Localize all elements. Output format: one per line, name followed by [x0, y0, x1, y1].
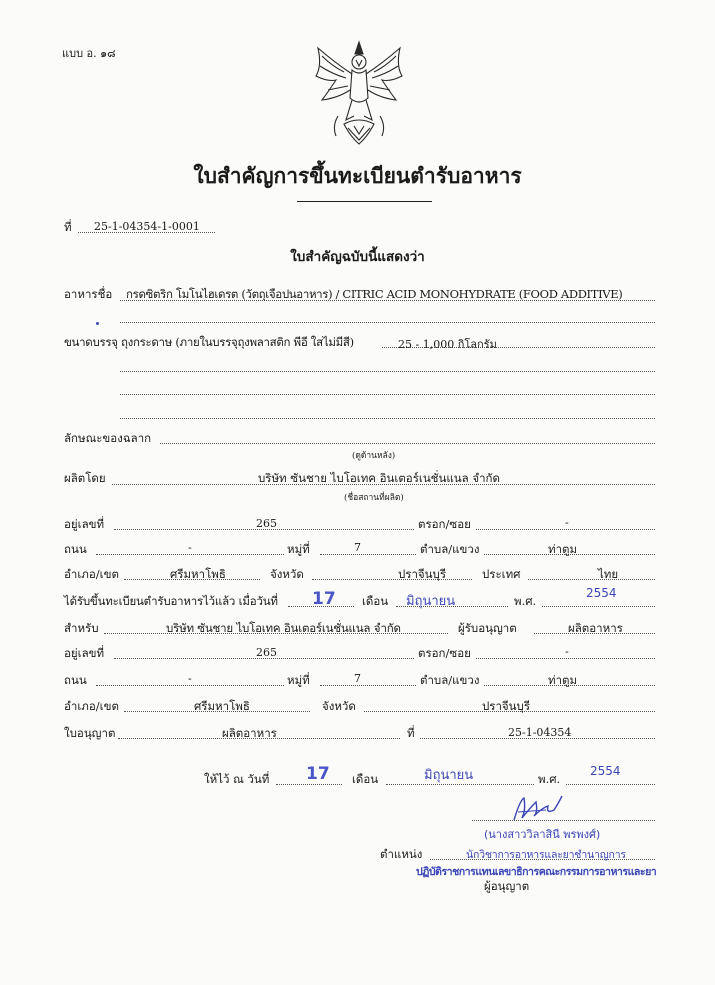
reg-no-label: ที่: [64, 220, 72, 234]
producer-note: (ชื่อสถานที่ผลิต): [344, 493, 404, 503]
dotted-line: [96, 554, 284, 555]
addr1-alley-label: ตรอก/ซอย: [418, 517, 471, 531]
reg-date-year: 2554: [586, 586, 617, 600]
addr2-tambon: ท่าตูม: [548, 673, 578, 687]
addr2-province-label: จังหวัด: [322, 699, 356, 713]
issue-year: 2554: [590, 764, 621, 778]
issue-month-label: เดือน: [352, 772, 379, 786]
addr1-province-label: จังหวัด: [270, 567, 304, 581]
addr2-alley-label: ตรอก/ซอย: [418, 646, 471, 660]
addr2-moo: 7: [354, 672, 361, 685]
licensor-label: ผู้อนุญาต: [484, 879, 530, 893]
title-underline: [297, 201, 432, 202]
label-desc-note: (ดูด้านหลัง): [352, 451, 396, 461]
addr1-road-label: ถนน: [64, 542, 87, 556]
signatory-name: (นางสาววิลาสินี พรพงศ์): [484, 828, 601, 841]
document-title: ใบสำคัญการขึ้นทะเบียนตำรับอาหาร: [193, 163, 522, 188]
dotted-line: [120, 394, 655, 395]
producer-name: บริษัท ซันชาย ไบโอเทค อินเตอร์เนชั่นแนล จำกัด: [258, 471, 500, 485]
issue-year-label: พ.ศ.: [538, 772, 561, 786]
reg-date-month-label: เดือน: [362, 594, 389, 608]
dotted-line: [542, 606, 655, 607]
reg-date-day: 17: [312, 589, 336, 609]
package-value: 25 - 1,000 กิโลกรัม: [398, 338, 497, 351]
dotted-line: [566, 784, 655, 785]
addr2-province: ปราจีนบุรี: [482, 699, 531, 713]
addr2-moo-label: หมู่ที่: [287, 673, 310, 687]
reg-date-label: ได้รับขึ้นทะเบียนตำรับอาหารไว้แล้ว เมื่อวันที่: [64, 594, 278, 608]
dotted-line: [160, 443, 655, 444]
licensee-value: ผลิตอาหาร: [568, 621, 623, 635]
dotted-line: [476, 658, 655, 659]
producer-label: ผลิตโดย: [64, 471, 106, 485]
license-no-label: ที่: [407, 726, 415, 740]
addr2-tambon-label: ตำบล/แขวง: [420, 673, 480, 687]
addr1-no-label: อยู่เลขที่: [64, 517, 105, 531]
dotted-line: [476, 529, 655, 530]
addr1-country-label: ประเทศ: [482, 567, 521, 581]
addr1-amphoe: ศรีมหาโพธิ: [170, 567, 226, 581]
addr2-amphoe: ศรีมหาโพธิ: [194, 699, 250, 713]
reg-no: 25-1-04354-1-0001: [94, 220, 200, 233]
garuda-emblem: [308, 36, 410, 156]
addr1-amphoe-label: อำเภอ/เขต: [64, 567, 119, 581]
package-label: ขนาดบรรจุ ถุงกระดาษ (ภายในบรรจุถุงพลาสติก พีอี ใสไม่มีสี): [64, 335, 354, 349]
addr2-alley: -: [565, 645, 569, 658]
dotted-line: [528, 579, 655, 580]
addr1-tambon: ท่าตูม: [548, 542, 578, 556]
addr1-country: ไทย: [598, 567, 619, 581]
addr1-alley: -: [565, 516, 569, 529]
dotted-line: [472, 820, 655, 821]
license-label: ใบอนุญาต: [64, 726, 116, 740]
position-label: ตำแหน่ง: [380, 847, 423, 861]
reg-date-year-label: พ.ศ.: [514, 594, 537, 608]
position-value: นักวิชาการอาหารและยาชำนาญการ: [466, 849, 626, 861]
for-value: บริษัท ซันชาย ไบโอเทค อินเตอร์เนชั่นแนล จำกัด: [166, 621, 401, 635]
license-value: ผลิตอาหาร: [222, 726, 277, 740]
subtitle: ใบสำคัญฉบับนี้แสดงว่า: [290, 249, 425, 265]
food-name-label: อาหารชื่อ: [64, 287, 113, 301]
dotted-line: [320, 685, 416, 686]
dotted-line: [96, 685, 284, 686]
addr2-amphoe-label: อำเภอ/เขต: [64, 699, 119, 713]
license-no: 25-1-04354: [508, 726, 572, 739]
addr2-road: -: [188, 672, 192, 685]
addr1-road: -: [188, 541, 192, 554]
dotted-line: [120, 371, 655, 372]
form-code: แบบ อ. ๑๘: [62, 47, 116, 60]
dotted-line: [320, 554, 416, 555]
addr1-province: ปราจีนบุรี: [398, 567, 447, 581]
reg-date-month: มิถุนายน: [406, 594, 456, 609]
addr2-no-label: อยู่เลขที่: [64, 646, 105, 660]
dotted-line: [120, 418, 655, 419]
dotted-line: [120, 322, 655, 323]
for-label: สำหรับ: [64, 621, 99, 635]
issue-month: มิถุนายน: [424, 768, 474, 783]
addr2-no: 265: [256, 646, 277, 659]
dotted-line: [312, 579, 472, 580]
acting-stamp: ปฏิบัติราชการแทนเลขาธิการคณะกรรมการอาหารและยา: [416, 866, 657, 878]
addr1-tambon-label: ตำบล/แขวง: [420, 542, 480, 556]
licensee-label: ผู้รับอนุญาต: [458, 621, 517, 635]
ink-dot: [96, 322, 99, 325]
addr1-moo: 7: [354, 541, 361, 554]
addr1-moo-label: หมู่ที่: [287, 542, 310, 556]
food-name: กรดซิตริก โมโนไฮเดรต (วัตถุเจือปนอาหาร) / CITRIC ACID MONOHYDRATE (FOOD ADDITIVE): [126, 287, 623, 301]
label-desc-label: ลักษณะของฉลาก: [64, 431, 152, 445]
dotted-line: [276, 784, 342, 785]
addr1-no: 265: [256, 517, 277, 530]
addr2-road-label: ถนน: [64, 673, 87, 687]
issue-label: ให้ไว้ ณ วันที่: [204, 772, 270, 786]
issue-day: 17: [306, 764, 330, 784]
